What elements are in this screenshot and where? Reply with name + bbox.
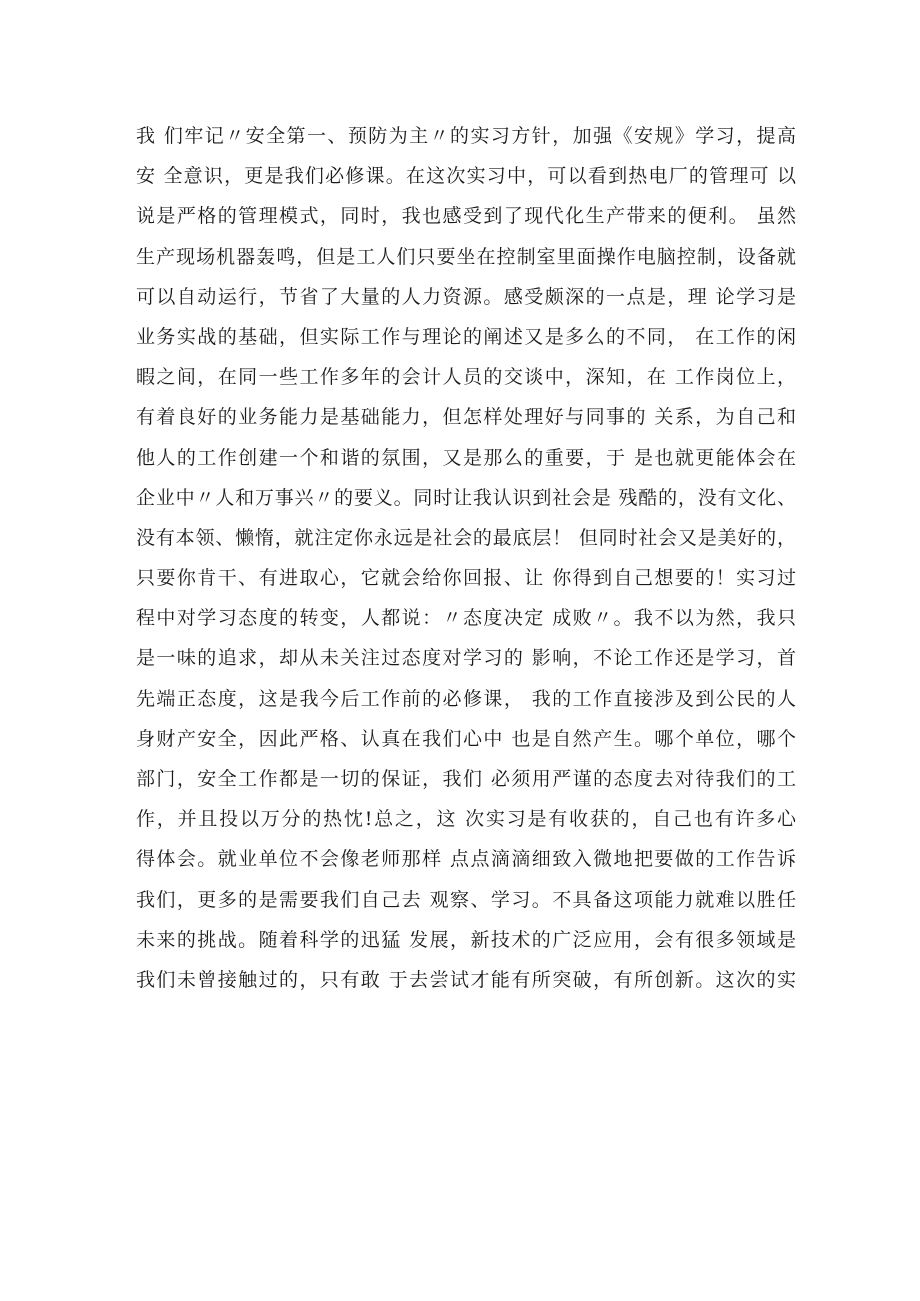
text-line: 没有本领、懒惰，就注定你永远是社会的最底层！ 但同时社会又是美好的， (136, 526, 796, 549)
text-line: 说是严格的管理模式，同时，我也感受到了现代化生产带来的便利。 虽然 (136, 205, 796, 228)
text-line: 我们未曾接触过的，只有敢 于去尝试才能有所突破，有所创新。这次的实 (136, 968, 796, 991)
text-line: 有着良好的业务能力是基础能力，但怎样处理好与同事的 关系，为自己和 (136, 406, 796, 429)
text-line: 安 全意识，更是我们必修课。在这次实习中，可以看到热电厂的管理可 以 (136, 165, 796, 188)
text-line: 他人的工作创建一个和谐的氛围，又是那么的重要，于 是也就更能体会在 (136, 446, 796, 469)
body-paragraph (136, 116, 796, 1000)
text-line: 程中对学习态度的转变，人都说：〃态度决定 成败〃。我不以为然，我只 (136, 607, 796, 630)
text-line: 作，并且投以万分的热忱!总之，这 次实习是有收获的，自己也有许多心 (136, 808, 796, 831)
text-line: 只要你肯干、有进取心，它就会给你回报、让 你得到自己想要的！实习过 (136, 567, 796, 590)
text-line: 可以自动运行，节省了大量的人力资源。感受颇深的一点是，理 论学习是 (136, 285, 796, 308)
text-line: 企业中〃人和万事兴〃的要义。同时让我认识到社会是 残酷的，没有文化、 (136, 486, 796, 509)
text-line: 我们，更多的是需要我们自己去 观察、学习。不具备这项能力就难以胜任 (136, 888, 796, 911)
text-line: 暇之间，在同一些工作多年的会计人员的交谈中，深知，在 工作岗位上， (136, 366, 796, 389)
text-line: 未来的挑战。随着科学的迅猛 发展，新技术的广泛应用，会有很多领域是 (136, 928, 796, 951)
text-line: 业务实战的基础，但实际工作与理论的阐述又是多么的不同， 在工作的闲 (136, 325, 796, 348)
text-line: 部门，安全工作都是一切的保证，我们 必须用严谨的态度去对待我们的工 (136, 768, 796, 790)
text-line: 我 们牢记〃安全第一、预防为主〃的实习方针，加强《安规》学习，提高 (136, 125, 796, 147)
text-line: 身财产安全，因此严格、认真在我们心中 也是自然产生。哪个单位，哪个 (136, 727, 796, 750)
text-line: 是一味的追求，却从未关注过态度对学习的 影响，不论工作还是学习，首 (136, 647, 796, 670)
text-line: 得体会。就业单位不会像老师那样 点点滴滴细致入微地把要做的工作告诉 (136, 848, 796, 871)
text-line: 先端正态度，这是我今后工作前的必修课， 我的工作直接涉及到公民的人 (136, 687, 796, 710)
text-line: 生产现场机器轰鸣，但是工人们只要坐在控制室里面操作电脑控制，设备就 (136, 245, 796, 268)
